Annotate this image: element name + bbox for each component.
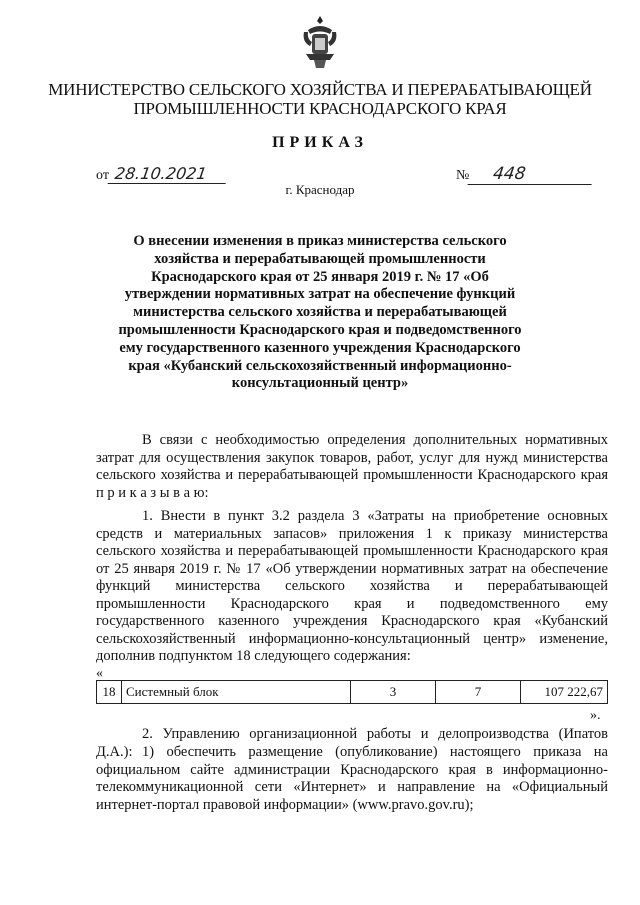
ministry-line-1: МИНИСТЕРСТВО СЕЛЬСКОГО ХОЗЯЙСТВА И ПЕРЕРАБАТЫВАЮЩЕЙ	[48, 80, 592, 99]
amendment-table	[96, 680, 608, 704]
date-label: от	[96, 168, 109, 183]
ministry-name	[40, 80, 600, 118]
number-label: №	[456, 168, 470, 183]
coat-of-arms-icon	[300, 14, 340, 70]
cell-name: Системный блок	[122, 681, 351, 704]
paragraph-item-1: 1. Внести в пункт 3.2 раздела 3 «Затраты на приобретение основных средств и материальных запасов» приложения 1 к приказу министерства сельского хозяйства и перерабатывающей промышленности Краснодарского края от 25 января 2019 г. № 17 «Об утверждении нормативных затрат на обеспечение функций министерства сельского хозяйства и перерабатывающей промышленности Краснодарского края и подведомственного ему государственного казенного учреждения Краснодарского края «Кубанский сельскохозяйственный информационно-консультационный центр» изменение, дополнив подпунктом 18 следующего содержания:	[96, 508, 608, 664]
paragraph-preamble: В связи с необходимостью определения дополнительных нормативных затрат для осуществления закупок товаров, работ, услуг для нужд министерства сельского хозяйства и перерабатывающей промышленности Краснодарского края п р и к а з ы в а ю:	[96, 432, 608, 501]
quote-close: ».	[590, 708, 601, 723]
order-date	[96, 164, 227, 184]
cell-term: 7	[436, 681, 521, 704]
cell-quantity: 3	[351, 681, 436, 704]
paragraph-item-2: 2. Управлению организационной работы и делопроизводства (Ипатов Д.А.):	[96, 726, 608, 760]
number-value: 448	[468, 164, 595, 185]
city: г. Краснодар	[285, 182, 355, 197]
ministry-line-2: ПРОМЫШЛЕННОСТИ КРАСНОДАРСКОГО КРАЯ	[133, 99, 507, 118]
order-title: ПРИКАЗ	[272, 134, 368, 151]
table-row	[97, 681, 608, 704]
document-heading: О внесении изменения в приказ министерства сельского хозяйства и перерабатывающей промышленности Краснодарского края от 25 января 2019 г. № 17 «Об утверждении нормативных затрат на обеспечение функций министерства сельского хозяйства и перерабатывающей промышленности Краснодарского края и подведомственного ему государственного казенного учреждения Краснодарского края «Кубанский сельскохозяйственный информационно-консультационный центр»	[118, 233, 522, 392]
quote-open: «	[96, 666, 103, 681]
date-value: 28.10.2021	[108, 164, 229, 184]
paragraph-item-2-1: 1) обеспечить размещение (опубликование) настоящего приказа на официальном сайте администрации Краснодарского края в информационно-телекоммуникационной сети «Интернет» и направление на «Официальный интернет-портал правовой информации» (www.pravo.gov.ru);	[96, 744, 608, 813]
cell-number: 18	[97, 681, 122, 704]
cell-price: 107 222,67	[521, 681, 608, 704]
